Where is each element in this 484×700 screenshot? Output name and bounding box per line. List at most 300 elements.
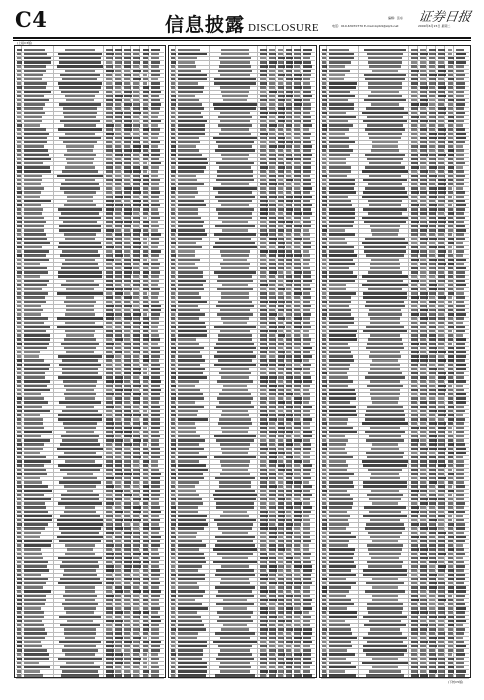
table-cell bbox=[106, 670, 114, 672]
table-cell bbox=[269, 196, 277, 198]
table-cell bbox=[178, 448, 204, 450]
table-cell bbox=[106, 221, 113, 223]
table-cell bbox=[303, 674, 312, 676]
table-cell bbox=[448, 620, 454, 622]
table-cell bbox=[286, 242, 292, 244]
table-cell bbox=[429, 296, 435, 298]
table-cell bbox=[151, 649, 160, 651]
table-cell bbox=[448, 355, 454, 357]
table-cell bbox=[124, 637, 130, 639]
table-cell bbox=[106, 422, 114, 424]
table-cell bbox=[438, 275, 445, 277]
table-cell bbox=[303, 607, 312, 609]
table-cell bbox=[151, 112, 159, 114]
table-cell bbox=[371, 397, 399, 399]
table-cell bbox=[429, 246, 437, 248]
table-cell bbox=[278, 364, 285, 366]
table-cell bbox=[220, 74, 249, 76]
table-cell bbox=[115, 532, 121, 534]
table-cell bbox=[143, 78, 148, 80]
table-cell bbox=[106, 658, 114, 660]
table-cell bbox=[294, 448, 301, 450]
table-cell bbox=[66, 296, 94, 298]
table-cell bbox=[329, 128, 349, 130]
table-cell bbox=[329, 309, 351, 311]
table-cell bbox=[215, 586, 256, 588]
table-cell bbox=[124, 179, 130, 181]
table-cell bbox=[294, 637, 302, 639]
table-cell bbox=[456, 460, 464, 462]
table-cell bbox=[329, 372, 347, 374]
table-cell bbox=[329, 414, 357, 416]
table-cell bbox=[115, 330, 122, 332]
table-cell bbox=[429, 464, 436, 466]
table-cell bbox=[294, 229, 301, 231]
table-cell bbox=[303, 116, 311, 118]
table-cell bbox=[429, 250, 435, 252]
table-cell bbox=[329, 313, 351, 315]
table-cell bbox=[151, 511, 161, 513]
table-cell bbox=[178, 343, 199, 345]
table-cell bbox=[438, 292, 444, 294]
table-cell bbox=[124, 107, 130, 109]
table-cell bbox=[260, 330, 268, 332]
table-cell bbox=[260, 347, 268, 349]
table-cell bbox=[133, 422, 140, 424]
table-cell bbox=[106, 590, 112, 592]
table-cell bbox=[218, 422, 252, 424]
table-cell bbox=[115, 611, 123, 613]
table-cell bbox=[260, 95, 267, 97]
table-cell bbox=[269, 498, 275, 500]
table-cell bbox=[64, 632, 96, 634]
table-cell bbox=[171, 116, 175, 118]
table-cell bbox=[303, 305, 311, 307]
table-cell bbox=[124, 439, 130, 441]
table-cell bbox=[411, 603, 417, 605]
table-cell bbox=[448, 158, 453, 160]
table-cell bbox=[151, 229, 158, 231]
table-cell bbox=[429, 364, 435, 366]
table-cell bbox=[143, 490, 149, 492]
table-cell bbox=[286, 431, 293, 433]
table-cell bbox=[115, 275, 122, 277]
table-cell bbox=[365, 431, 406, 433]
table-cell bbox=[411, 204, 419, 206]
table-cell bbox=[420, 217, 426, 219]
table-cell bbox=[438, 179, 446, 181]
table-cell bbox=[143, 330, 148, 332]
table-cell bbox=[133, 158, 139, 160]
table-cell bbox=[178, 250, 195, 252]
table-cell bbox=[124, 674, 131, 676]
table-cell bbox=[294, 582, 302, 584]
table-cell bbox=[278, 359, 284, 361]
table-cell bbox=[124, 217, 131, 219]
table-cell bbox=[438, 578, 444, 580]
table-cell bbox=[260, 313, 267, 315]
table-cell bbox=[133, 301, 139, 303]
table-cell bbox=[294, 141, 301, 143]
table-cell bbox=[222, 532, 248, 534]
table-cell bbox=[329, 225, 353, 227]
table-cell bbox=[303, 527, 310, 529]
table-cell bbox=[429, 532, 436, 534]
table-cell bbox=[303, 498, 310, 500]
table-cell bbox=[286, 254, 293, 256]
table-cell bbox=[322, 288, 326, 290]
table-cell bbox=[151, 364, 160, 366]
table-cell bbox=[411, 86, 417, 88]
table-cell bbox=[329, 221, 354, 223]
table-cell bbox=[278, 653, 285, 655]
table-cell bbox=[24, 288, 42, 290]
table-cell bbox=[420, 641, 428, 643]
table-cell bbox=[329, 565, 356, 567]
table-cell bbox=[124, 586, 131, 588]
table-cell bbox=[106, 263, 112, 265]
table-cell bbox=[218, 334, 252, 336]
table-cell bbox=[429, 653, 436, 655]
table-cell bbox=[456, 469, 464, 471]
table-cell bbox=[420, 128, 427, 130]
table-cell bbox=[171, 200, 175, 202]
table-cell bbox=[322, 624, 326, 626]
table-cell bbox=[322, 460, 326, 462]
table-cell bbox=[303, 196, 312, 198]
table-cell bbox=[124, 616, 130, 618]
table-cell bbox=[269, 133, 275, 135]
table-cell bbox=[456, 86, 465, 88]
table-cell bbox=[322, 154, 326, 156]
table-cell bbox=[17, 464, 22, 466]
table-cell bbox=[370, 368, 400, 370]
table-cell bbox=[322, 469, 326, 471]
table-cell bbox=[420, 359, 428, 361]
table-cell bbox=[429, 607, 435, 609]
table-cell bbox=[278, 128, 283, 130]
table-cell bbox=[329, 284, 346, 286]
table-cell bbox=[115, 557, 122, 559]
table-cell bbox=[438, 145, 445, 147]
table-cell bbox=[222, 158, 248, 160]
table-cell bbox=[448, 166, 454, 168]
table-cell bbox=[429, 595, 435, 597]
table-cell bbox=[171, 401, 175, 403]
table-cell bbox=[303, 590, 310, 592]
table-cell bbox=[294, 511, 302, 513]
table-cell bbox=[124, 431, 132, 433]
table-cell bbox=[294, 208, 301, 210]
table-cell bbox=[133, 649, 140, 651]
table-cell bbox=[24, 212, 42, 214]
table-cell bbox=[269, 225, 276, 227]
table-cell bbox=[286, 170, 291, 172]
table-cell bbox=[329, 448, 345, 450]
table-cell bbox=[411, 301, 418, 303]
table-cell bbox=[420, 204, 426, 206]
table-cell bbox=[286, 670, 292, 672]
table-cell bbox=[221, 317, 249, 319]
table-cell bbox=[303, 632, 312, 634]
table-cell bbox=[322, 145, 327, 147]
table-cell bbox=[178, 368, 205, 370]
table-cell bbox=[372, 599, 399, 601]
table-cell bbox=[294, 586, 301, 588]
table-cell bbox=[448, 259, 454, 261]
table-cell bbox=[115, 506, 121, 508]
table-cell bbox=[17, 544, 21, 546]
table-cell bbox=[60, 469, 100, 471]
table-cell bbox=[269, 603, 275, 605]
table-cell bbox=[178, 481, 199, 483]
table-cell bbox=[429, 448, 437, 450]
table-cell bbox=[17, 271, 22, 273]
table-cell bbox=[411, 599, 419, 601]
table-cell bbox=[115, 141, 121, 143]
table-cell bbox=[63, 574, 98, 576]
table-cell bbox=[143, 322, 149, 324]
table-cell bbox=[124, 175, 130, 177]
table-cell bbox=[322, 582, 326, 584]
table-cell bbox=[411, 616, 418, 618]
table-cell bbox=[429, 523, 436, 525]
table-cell bbox=[24, 565, 47, 567]
table-cell bbox=[24, 393, 41, 395]
table-cell bbox=[448, 116, 454, 118]
table-cell bbox=[371, 229, 400, 231]
table-cell bbox=[269, 61, 277, 63]
table-cell bbox=[133, 666, 139, 668]
table-cell bbox=[260, 662, 267, 664]
table-cell bbox=[322, 410, 327, 412]
table-cell bbox=[24, 569, 49, 571]
table-cell bbox=[214, 456, 256, 458]
table-cell bbox=[438, 74, 446, 76]
table-cell bbox=[178, 208, 198, 210]
table-cell bbox=[24, 674, 43, 676]
table-cell bbox=[106, 498, 113, 500]
table-cell bbox=[214, 364, 257, 366]
table-cell bbox=[329, 561, 354, 563]
table-cell bbox=[124, 385, 131, 387]
table-cell bbox=[278, 334, 285, 336]
table-cell bbox=[278, 187, 283, 189]
table-cell bbox=[178, 91, 203, 93]
table-cell bbox=[329, 78, 344, 80]
table-cell bbox=[294, 380, 302, 382]
table-cell bbox=[115, 452, 121, 454]
table-cell bbox=[269, 414, 276, 416]
table-cell bbox=[269, 662, 276, 664]
table-cell bbox=[322, 179, 326, 181]
table-cell bbox=[368, 372, 403, 374]
table-cell bbox=[61, 91, 99, 93]
table-cell bbox=[151, 662, 158, 664]
table-cell bbox=[429, 649, 435, 651]
table-cell bbox=[17, 288, 21, 290]
table-cell bbox=[456, 372, 464, 374]
table-cell bbox=[24, 158, 51, 160]
table-cell bbox=[17, 452, 22, 454]
table-cell bbox=[322, 103, 327, 105]
table-cell bbox=[24, 347, 47, 349]
table-cell bbox=[115, 191, 122, 193]
table-cell bbox=[438, 527, 444, 529]
table-cell bbox=[448, 343, 452, 345]
table-cell bbox=[294, 179, 301, 181]
table-cell bbox=[260, 242, 266, 244]
table-cell bbox=[294, 578, 301, 580]
table-cell bbox=[217, 170, 253, 172]
table-cell bbox=[286, 368, 292, 370]
table-cell bbox=[420, 645, 426, 647]
table-cell bbox=[133, 473, 140, 475]
table-cell bbox=[322, 309, 327, 311]
table-cell bbox=[429, 565, 435, 567]
table-cell bbox=[143, 519, 148, 521]
table-cell bbox=[133, 443, 140, 445]
table-cell bbox=[278, 523, 284, 525]
table-cell bbox=[143, 208, 149, 210]
table-cell bbox=[260, 511, 268, 513]
table-cell bbox=[294, 74, 302, 76]
table-cell bbox=[65, 599, 96, 601]
table-cell bbox=[329, 477, 349, 479]
table-cell bbox=[438, 464, 446, 466]
table-cell bbox=[278, 574, 283, 576]
table-cell bbox=[448, 502, 453, 504]
table-cell bbox=[151, 422, 160, 424]
table-cell bbox=[17, 275, 21, 277]
table-cell bbox=[322, 561, 326, 563]
table-cell bbox=[429, 91, 436, 93]
table-cell bbox=[222, 221, 248, 223]
table-cell bbox=[133, 616, 140, 618]
table-cell bbox=[420, 523, 427, 525]
table-cell bbox=[364, 250, 406, 252]
table-cell bbox=[438, 637, 445, 639]
table-cell bbox=[260, 670, 268, 672]
table-cell bbox=[278, 460, 283, 462]
table-cell bbox=[106, 49, 113, 51]
table-cell bbox=[411, 527, 417, 529]
table-cell bbox=[269, 86, 275, 88]
table-cell bbox=[303, 137, 310, 139]
table-cell bbox=[420, 414, 426, 416]
table-cell bbox=[420, 515, 427, 517]
table-cell bbox=[115, 490, 123, 492]
table-cell bbox=[322, 246, 327, 248]
table-cell bbox=[448, 170, 453, 172]
table-cell bbox=[411, 401, 417, 403]
table-cell bbox=[303, 422, 310, 424]
table-cell bbox=[62, 170, 98, 172]
table-cell bbox=[322, 116, 326, 118]
table-cell bbox=[372, 540, 398, 542]
table-cell bbox=[411, 637, 417, 639]
table-cell bbox=[303, 611, 309, 613]
table-cell bbox=[124, 532, 132, 534]
table-cell bbox=[151, 128, 160, 130]
table-cell bbox=[369, 620, 400, 622]
table-cell bbox=[448, 275, 453, 277]
table-cell bbox=[278, 464, 285, 466]
table-cell bbox=[438, 582, 445, 584]
table-cell bbox=[303, 641, 312, 643]
table-cell bbox=[411, 439, 419, 441]
table-cell bbox=[57, 448, 103, 450]
table-cell bbox=[143, 351, 148, 353]
table-cell bbox=[106, 653, 114, 655]
table-cell bbox=[438, 431, 445, 433]
table-cell bbox=[65, 49, 96, 51]
table-cell bbox=[115, 233, 122, 235]
table-cell bbox=[438, 158, 444, 160]
table-cell bbox=[269, 464, 276, 466]
table-cell bbox=[411, 473, 418, 475]
table-cell bbox=[106, 99, 113, 101]
table-cell bbox=[322, 527, 327, 529]
table-cell bbox=[151, 187, 159, 189]
table-cell bbox=[115, 309, 121, 311]
table-cell bbox=[213, 494, 256, 496]
table-cell bbox=[411, 506, 419, 508]
table-cell bbox=[322, 389, 326, 391]
table-cell bbox=[303, 313, 311, 315]
table-cell bbox=[17, 611, 21, 613]
table-cell bbox=[133, 334, 140, 336]
table-cell bbox=[24, 162, 43, 164]
table-cell bbox=[24, 116, 42, 118]
table-cell bbox=[438, 607, 445, 609]
table-cell bbox=[115, 389, 123, 391]
table-cell bbox=[322, 515, 326, 517]
table-cell bbox=[106, 149, 113, 151]
table-cell bbox=[58, 414, 101, 416]
table-cell bbox=[329, 603, 354, 605]
table-cell bbox=[115, 364, 121, 366]
table-cell bbox=[411, 99, 417, 101]
table-cell bbox=[438, 628, 444, 630]
table-cell bbox=[260, 653, 267, 655]
table-cell bbox=[438, 557, 444, 559]
table-cell bbox=[17, 418, 21, 420]
table-cell bbox=[115, 137, 122, 139]
table-cell bbox=[171, 380, 175, 382]
table-cell bbox=[294, 95, 300, 97]
table-cell bbox=[286, 191, 291, 193]
table-cell bbox=[24, 280, 49, 282]
table-cell bbox=[278, 326, 285, 328]
table-cell bbox=[372, 145, 398, 147]
table-cell bbox=[133, 511, 141, 513]
table-cell bbox=[151, 301, 159, 303]
table-cell bbox=[269, 452, 277, 454]
table-cell bbox=[420, 620, 426, 622]
table-cell bbox=[303, 267, 310, 269]
table-cell bbox=[124, 61, 131, 63]
table-cell bbox=[329, 99, 348, 101]
table-cell bbox=[420, 74, 427, 76]
table-cell bbox=[151, 372, 160, 374]
table-cell bbox=[124, 170, 132, 172]
table-cell bbox=[269, 120, 275, 122]
table-cell bbox=[286, 154, 292, 156]
table-cell bbox=[294, 506, 301, 508]
table-cell bbox=[171, 166, 175, 168]
table-cell bbox=[24, 166, 50, 168]
